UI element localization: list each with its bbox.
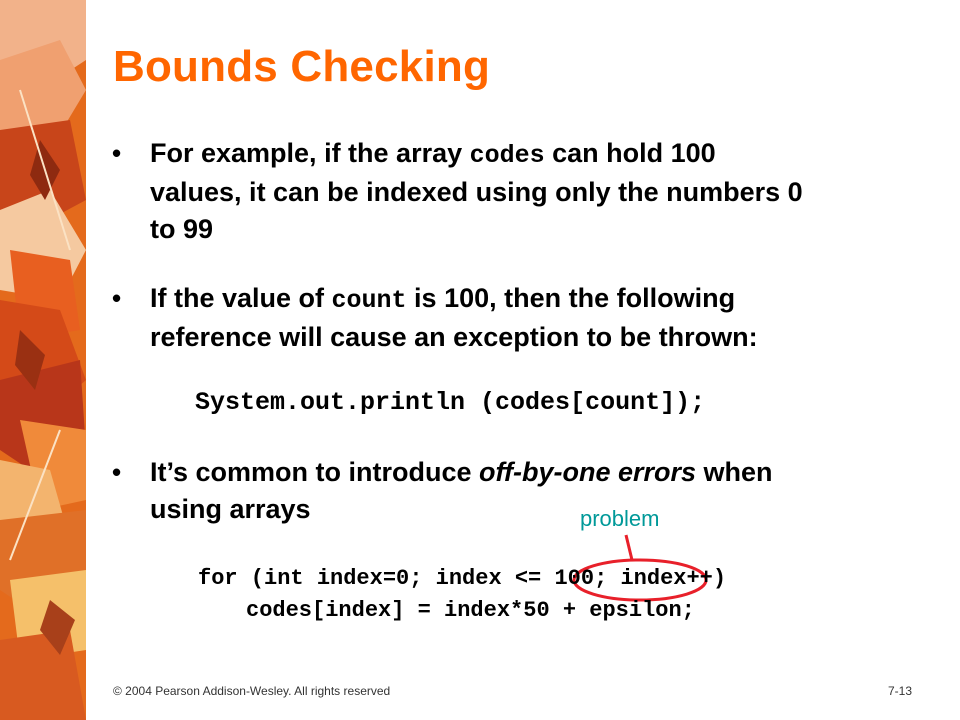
italic-term: off-by-one errors bbox=[479, 457, 697, 487]
bullet-line bbox=[150, 454, 940, 491]
code-assignment: codes[index] = index*50 + epsilon; bbox=[246, 598, 695, 623]
slide-number: 7-13 bbox=[888, 684, 913, 698]
problem-annotation-label: problem bbox=[580, 506, 660, 531]
bullet-line: values, it can be indexed using only the numbers 0 bbox=[150, 177, 803, 207]
bullet-line: to 99 bbox=[150, 214, 214, 244]
bullet-text: If the value of bbox=[150, 283, 332, 313]
bullet-text: can hold 100 bbox=[544, 138, 716, 168]
footer-copyright: © 2004 Pearson Addison-Wesley. All rights reserved bbox=[113, 684, 391, 698]
bullet-symbol: • bbox=[112, 457, 122, 487]
bullet-symbol: • bbox=[112, 283, 122, 313]
code-println: System.out.println (codes[count]); bbox=[195, 388, 706, 417]
slide-title: Bounds Checking bbox=[113, 42, 491, 91]
bullet-array-example bbox=[112, 135, 940, 248]
bullet-line bbox=[150, 135, 940, 174]
inline-code: count bbox=[331, 286, 407, 315]
bullet-text: is 100, then the following bbox=[406, 283, 736, 313]
bullet-text: It’s common to introduce bbox=[150, 457, 480, 487]
inline-code: codes bbox=[469, 141, 545, 170]
bullet-line: using arrays bbox=[150, 494, 311, 524]
bullet-line: reference will cause an exception to be thrown: bbox=[150, 322, 758, 352]
bullet-text: For example, if the array bbox=[150, 138, 470, 168]
bullet-symbol: • bbox=[112, 138, 122, 168]
bullet-line bbox=[150, 280, 940, 319]
bullet-off-by-one bbox=[112, 454, 940, 528]
autumn-leaves-image bbox=[0, 0, 86, 720]
bullet-count-example bbox=[112, 280, 940, 356]
bullet-text: when bbox=[696, 457, 773, 487]
code-for-loop: for (int index=0; index <= 100; index++) bbox=[198, 566, 727, 591]
